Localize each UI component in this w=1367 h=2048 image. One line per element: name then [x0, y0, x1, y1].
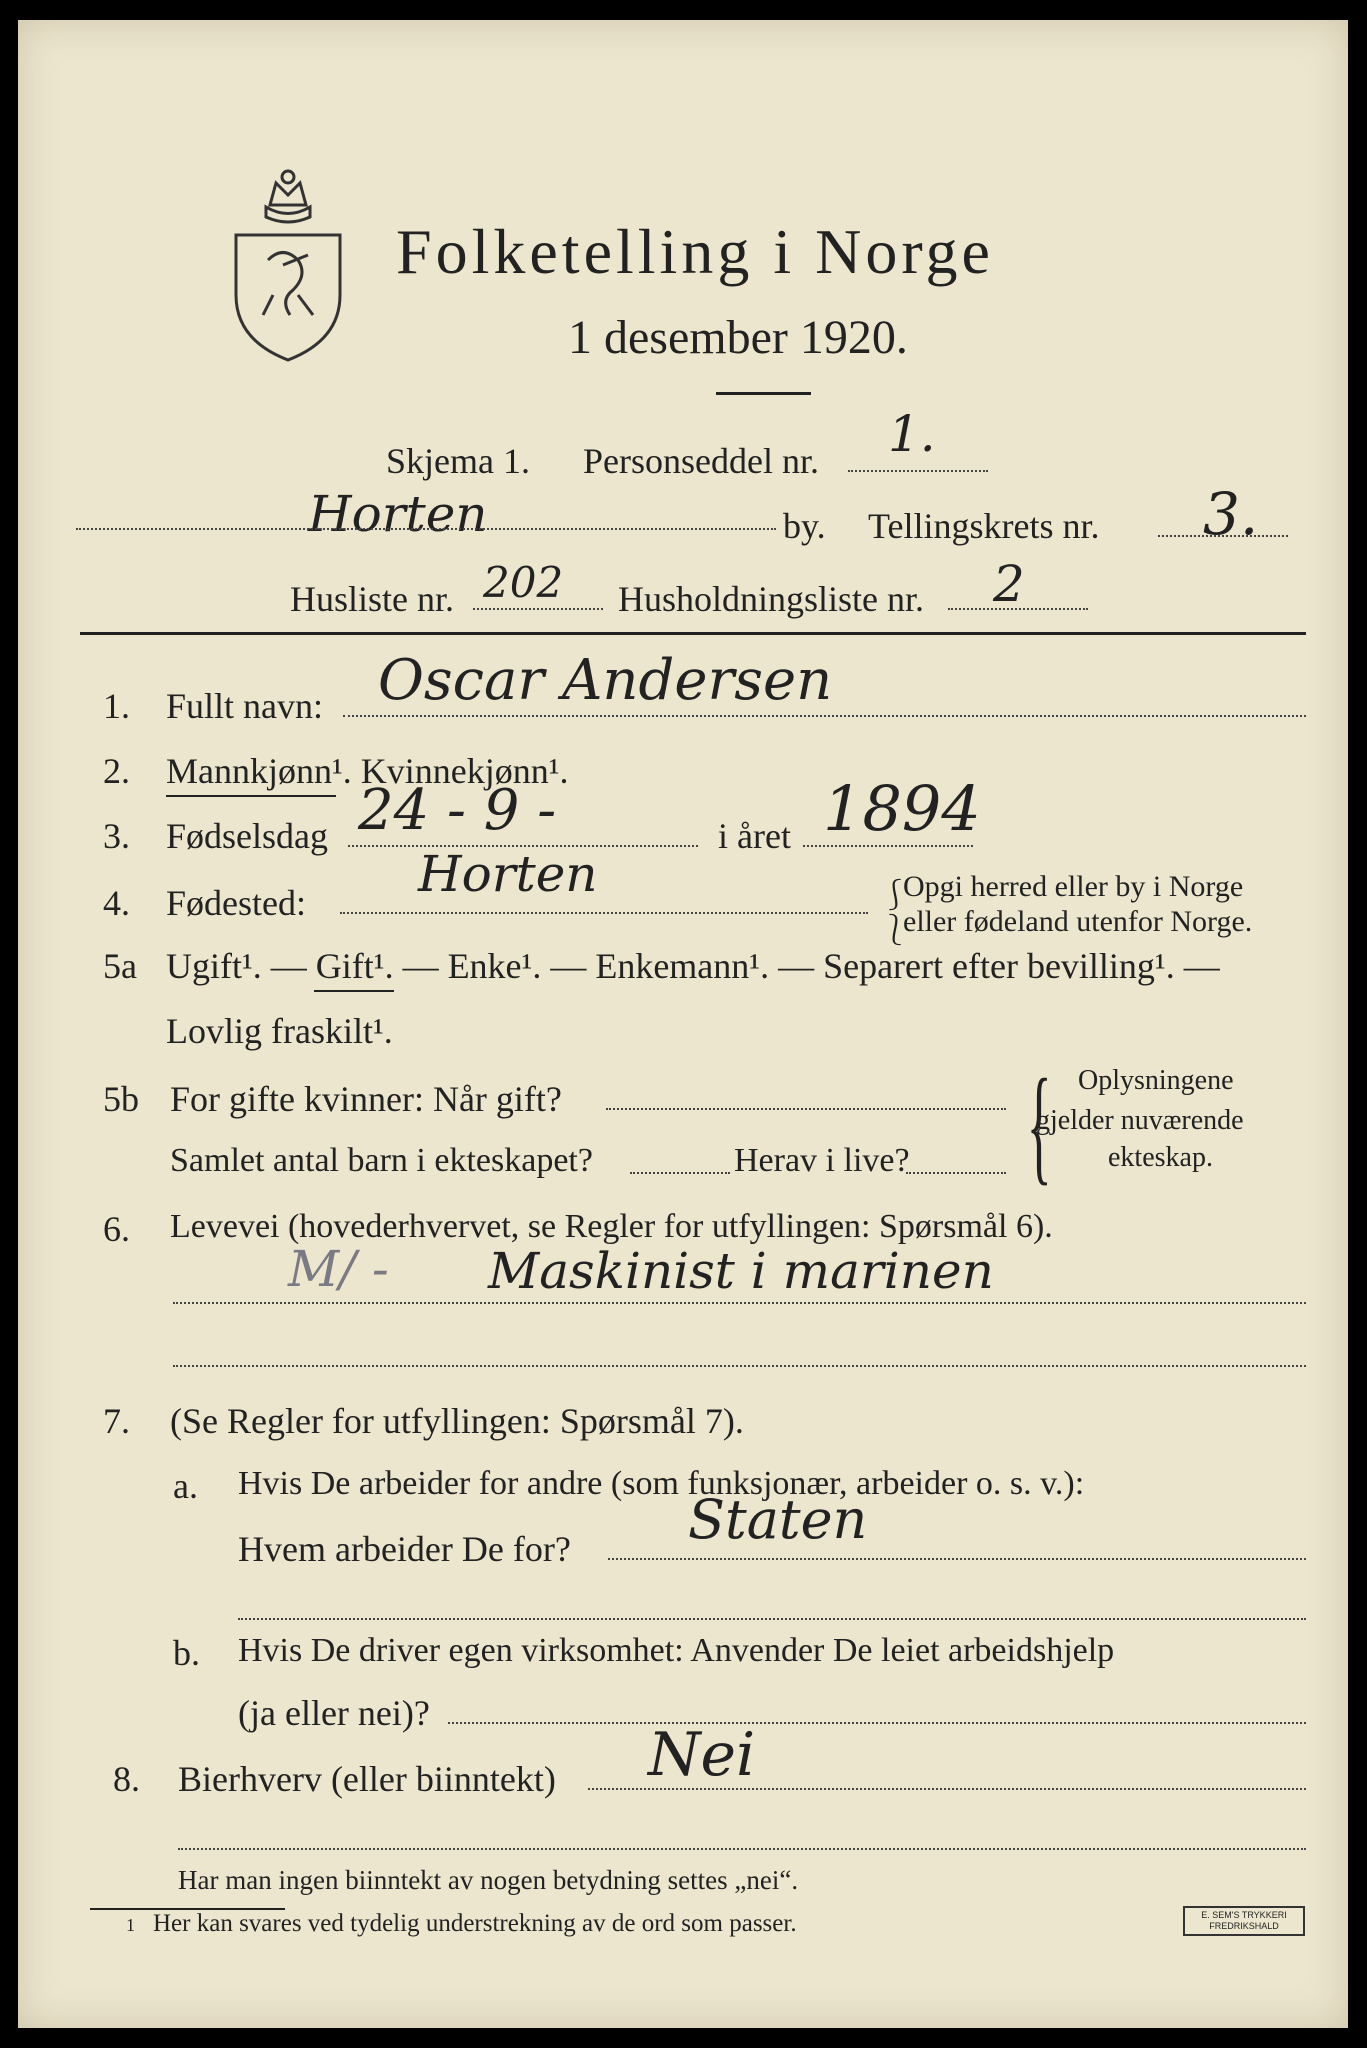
q6-number: 6.: [103, 1209, 130, 1249]
footnote-number: 1: [126, 1915, 135, 1935]
husholdning-value[interactable]: 2: [993, 555, 1025, 613]
employer-line2: [238, 1618, 1306, 1620]
q5b-note-3: ekteskap.: [1108, 1142, 1213, 1173]
q7-number: 7.: [103, 1401, 130, 1441]
side-income-line2: [178, 1848, 1306, 1850]
q4-note-line2: eller fødeland utenfor Norge.: [903, 905, 1253, 938]
coat-of-arms-icon: [228, 165, 348, 365]
husliste-value[interactable]: 202: [483, 558, 564, 607]
q7-label: (Se Regler for utfyllingen: Spørsmål 7).: [170, 1401, 744, 1441]
employer-line: [608, 1558, 1306, 1560]
birthplace-value[interactable]: Horten: [418, 845, 598, 903]
q5b-label: For gifte kvinner: Når gift?: [170, 1079, 562, 1119]
printer-stamp-text: E. SEM'S TRYKKERI FREDRIKSHALD: [1201, 1910, 1287, 1931]
q3-number: 3.: [103, 816, 130, 856]
printer-stamp: [1183, 1906, 1305, 1936]
q8-label: Bierhverv (eller biinntekt): [178, 1759, 556, 1799]
marital-underline: [314, 990, 394, 992]
q5b-line1: [606, 1108, 1006, 1110]
occupation-line2: [173, 1365, 1306, 1367]
header-divider: [80, 632, 1306, 635]
brace-q5b: {: [1026, 1053, 1052, 1197]
q7a-letter: a.: [173, 1466, 198, 1506]
marital-options-2: Lovlig fraskilt¹.: [166, 1011, 393, 1051]
personseddel-line: [848, 470, 988, 472]
q1-number: 1.: [103, 686, 130, 726]
brace-left-q4: ⎰: [880, 879, 910, 912]
occupation-line1: [173, 1302, 1306, 1304]
by-label: by.: [783, 506, 826, 546]
employer-value[interactable]: Staten: [688, 1488, 868, 1551]
q4-note-line1: Opgi herred eller by i Norge: [903, 870, 1244, 903]
q5b-label-2: Samlet antal barn i ekteskapet?: [170, 1142, 593, 1179]
q5b-line2: [630, 1172, 730, 1174]
q2-number: 2.: [103, 751, 130, 791]
husliste-line: [473, 608, 603, 610]
q5b-line3: [906, 1172, 1006, 1174]
birthyear-line: [803, 845, 973, 847]
form-title: Folketelling i Norge: [396, 216, 994, 287]
q7b-letter: b.: [173, 1633, 200, 1673]
husliste-label: Husliste nr.: [290, 579, 455, 619]
occupation-pencil-mark: M/ -: [288, 1240, 389, 1298]
town-line: [76, 528, 776, 530]
q8-number: 8.: [113, 1759, 140, 1799]
q4-number: 4.: [103, 883, 130, 923]
q5b-label-3: Herav i live?: [734, 1142, 910, 1179]
footnote-text: Her kan svares ved tydelig understrekning av de ord som passer.: [153, 1910, 797, 1937]
brace-left-q4b: ⎱: [880, 914, 910, 947]
census-form-page: [18, 20, 1348, 2028]
town-value[interactable]: Horten: [308, 485, 488, 543]
q5a-number: 5a: [103, 946, 137, 986]
q6-label: Levevei (hovederhvervet, se Regler for utfyllingen: Spørsmål 6).: [170, 1208, 1053, 1245]
side-income-value[interactable]: Nei: [648, 1720, 756, 1790]
gender-options: Mannkjønn¹. Kvinnekjønn¹.: [166, 751, 569, 791]
husholdning-label: Husholdningsliste nr.: [618, 579, 925, 619]
q4-label: Fødested:: [166, 883, 306, 923]
personseddel-value[interactable]: 1.: [888, 405, 936, 463]
q7a-label-2: Hvem arbeider De for?: [238, 1529, 571, 1569]
skjema-label: Skjema 1.: [386, 441, 530, 481]
birthyear-value[interactable]: 1894: [823, 772, 981, 845]
q1-label: Fullt navn:: [166, 686, 324, 726]
q1-line: [343, 715, 1306, 717]
tellingskrets-label: Tellingskrets nr.: [868, 506, 1100, 546]
census-date: 1 desember 1920.: [568, 311, 908, 364]
q7b-line: [448, 1722, 1306, 1724]
q3-year-label: i året: [718, 816, 791, 856]
q5b-number: 5b: [103, 1079, 139, 1119]
q7b-label-2: (ja eller nei)?: [238, 1693, 430, 1733]
q7b-label: Hvis De driver egen virksomhet: Anvender De leiet arbeidshjelp: [238, 1632, 1115, 1669]
q5b-note-1: Oplysningene: [1078, 1065, 1234, 1096]
birthplace-line: [340, 912, 868, 914]
footer-note: Har man ingen biinntekt av nogen betydning settes „nei“.: [178, 1865, 799, 1895]
marital-options: Ugift¹. — Gift¹. — Enke¹. — Enkemann¹. — Separert efter bevilling¹. —: [166, 946, 1220, 986]
q5b-note-2: gjelder nuværende: [1036, 1105, 1244, 1136]
birthdate-value[interactable]: 24 - 9 -: [358, 778, 557, 843]
tellingskrets-value[interactable]: 3.: [1203, 480, 1259, 548]
occupation-value[interactable]: Maskinist i marinen: [488, 1242, 994, 1300]
gender-underline: [166, 795, 336, 797]
q3-label: Fødselsdag: [166, 816, 328, 856]
personseddel-label: Personseddel nr.: [583, 441, 819, 481]
title-divider: [716, 392, 811, 395]
q7a-label: Hvis De arbeider for andre (som funksjonær, arbeider o. s. v.):: [238, 1465, 1085, 1502]
full-name-value[interactable]: Oscar Andersen: [378, 648, 833, 713]
